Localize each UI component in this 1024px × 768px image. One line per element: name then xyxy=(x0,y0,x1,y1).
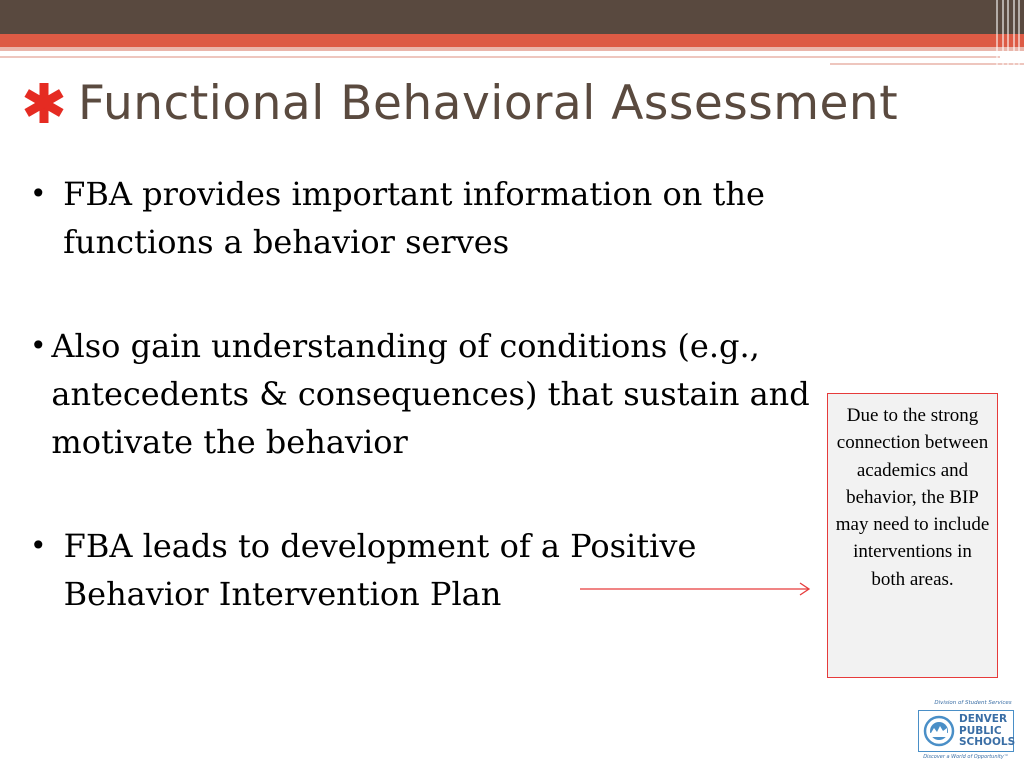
arrow-right-icon xyxy=(578,580,818,598)
logo-word: SCHOOLS xyxy=(959,736,1016,748)
logo-frame xyxy=(918,710,1014,752)
header-thin-line xyxy=(0,56,1000,58)
bullet-text: FBA provides important information on the functions a behavior serves xyxy=(63,175,765,261)
page-title: Functional Behavioral Assessment xyxy=(78,75,899,131)
logo-word: DENVER xyxy=(959,713,1008,725)
bullet-text: Also gain understanding of conditions (e.g., antecedents & consequences) that sustain and motivate the behavior xyxy=(51,327,810,461)
title-row xyxy=(20,68,898,138)
logo-tagline-bottom: Discover a World of Opportunity™ xyxy=(923,754,1009,760)
bullet-text: FBA leads to development of a Positive Behavior Intervention Plan xyxy=(63,527,697,613)
bullet-marker: • xyxy=(30,177,47,210)
header-band-pink xyxy=(0,47,1024,51)
logo-wordmark xyxy=(959,713,1016,749)
bullet-marker: • xyxy=(30,329,47,362)
asterisk-icon xyxy=(20,79,68,127)
header-vertical-lines xyxy=(992,0,1024,70)
bullet-item xyxy=(30,170,830,266)
bullet-item xyxy=(30,322,840,466)
logo-word: PUBLIC xyxy=(959,724,1002,737)
header-band-dark xyxy=(0,0,1024,34)
header-band-red xyxy=(0,34,1024,47)
header-decorative-band xyxy=(0,0,1024,70)
bullet-item xyxy=(30,522,790,618)
bullet-marker: • xyxy=(30,529,47,562)
logo-emblem-icon xyxy=(923,715,955,747)
denver-public-schools-logo xyxy=(914,700,1018,764)
logo-tagline-top: Division of Student Services xyxy=(934,700,1012,706)
callout-box: Due to the strong connection between academics and behavior, the BIP may need to include interventions in both areas. xyxy=(827,393,998,678)
